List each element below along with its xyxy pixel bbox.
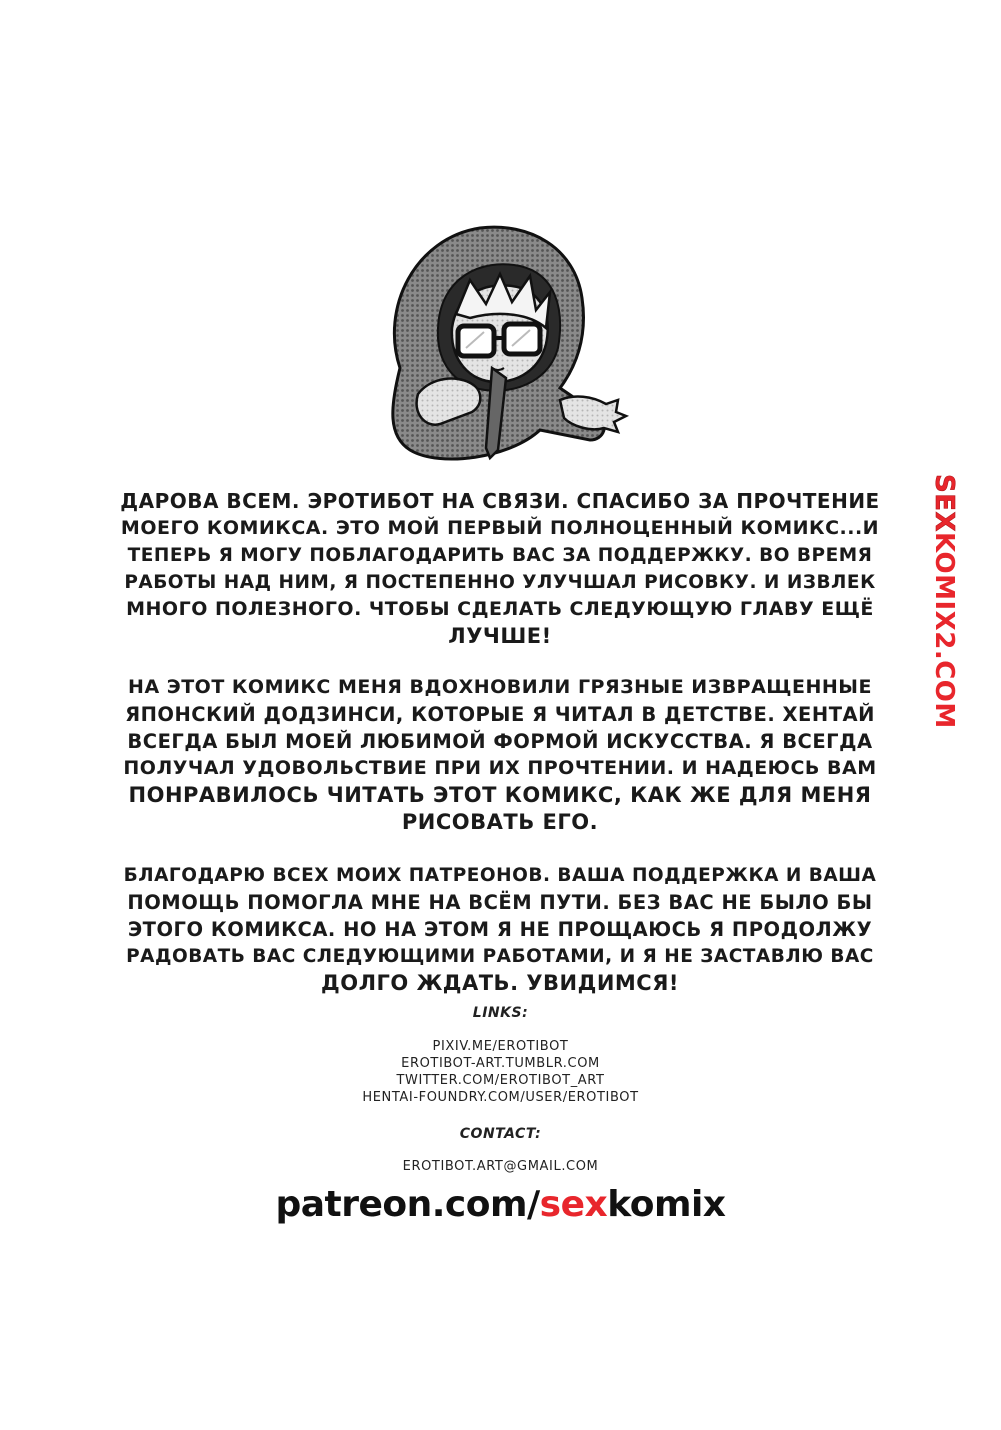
patreon-suffix: komix: [607, 1184, 726, 1225]
text-line: РАБОТЫ НАД НИМ, Я ПОСТЕПЕННО УЛУЧШАЛ РИСОВКУ. И ИЗВЛЕК: [124, 572, 876, 593]
contact-heading: CONTACT:: [459, 1126, 542, 1142]
link-pixiv[interactable]: PIXIV.ME/EROTIBOT: [432, 1039, 569, 1054]
watermark-text: [924, 474, 964, 729]
text-line: ЭТОГО КОМИКСА. НО НА ЭТОМ Я НЕ ПРОЩАЮСЬ Я ПРОДОЛЖУ: [127, 918, 873, 941]
text-line: МНОГО ПОЛЕЗНОГО. ЧТОБЫ СДЕЛАТЬ СЛЕДУЮЩУЮ ГЛАВУ ЕЩЁ: [126, 598, 874, 620]
link-twitter[interactable]: TWITTER.COM/EROTIBOT_ART: [396, 1073, 605, 1088]
site-watermark: [904, 474, 984, 729]
text-line: ПОНРАВИЛОСЬ ЧИТАТЬ ЭТОТ КОМИКС, КАК ЖЕ ДЛЯ МЕНЯ: [128, 783, 872, 807]
paragraph-inspiration: [120, 674, 880, 836]
link-hentai-foundry[interactable]: HENTAI-FOUNDRY.COM/USER/EROTIBOT: [362, 1090, 639, 1105]
watermark-highlight: SEX: [929, 474, 959, 533]
text-line: ДАРОВА ВСЕМ. ЭРОТИБОТ НА СВЯЗИ. СПАСИБО ЗА ПРОЧТЕНИЕ: [120, 489, 880, 513]
text-line: ДОЛГО ЖДАТЬ. УВИДИМСЯ!: [321, 971, 679, 995]
text-line: ВСЕГДА БЫЛ МОЕЙ ЛЮБИМОЙ ФОРМОЙ ИСКУССТВА. Я ВСЕГДА: [127, 730, 873, 753]
paragraph-intro: [120, 488, 880, 650]
text-line: ТЕПЕРЬ Я МОГУ ПОБЛАГОДАРИТЬ ВАС ЗА ПОДДЕРЖКУ. ВО ВРЕМЯ: [127, 545, 873, 566]
contact-email[interactable]: [0, 1158, 1001, 1175]
text-line: РАДОВАТЬ ВАС СЛЕДУЮЩИМИ РАБОТАМИ, И Я НЕ ЗАСТАВЛЮ ВАС: [126, 946, 874, 967]
text-line: ЛУЧШЕ!: [448, 624, 552, 648]
text-line: ЯПОНСКИЙ ДОДЗИНСИ, КОТОРЫЕ Я ЧИТАЛ В ДЕТСТВЕ. ХЕНТАЙ: [125, 703, 875, 726]
paragraph-thanks: [120, 862, 880, 997]
text-line: ПОЛУЧАЛ УДОВОЛЬСТВИЕ ПРИ ИХ ПРОЧТЕНИИ. И НАДЕЮСЬ ВАМ: [123, 757, 877, 779]
text-line: НА ЭТОТ КОМИКС МЕНЯ ВДОХНОВИЛИ ГРЯЗНЫЕ ИЗВРАЩЕННЫЕ: [128, 676, 872, 698]
patreon-highlight: sex: [539, 1184, 608, 1225]
link-tumblr[interactable]: EROTIBOT-ART.TUMBLR.COM: [401, 1056, 600, 1071]
email-text[interactable]: EROTIBOT.ART@GMAIL.COM: [402, 1159, 599, 1174]
text-line: РИСОВАТЬ ЕГО.: [401, 810, 599, 834]
watermark-rest: KOMIX2.COM: [929, 532, 959, 729]
links-list: [0, 1038, 1001, 1106]
links-heading: LINKS:: [472, 1005, 529, 1021]
text-line: ПОМОЩЬ ПОМОГЛА МНЕ НА ВСЁМ ПУТИ. БЕЗ ВАС НЕ БЫЛО БЫ: [127, 891, 873, 914]
text-line: МОЕГО КОМИКСА. ЭТО МОЙ ПЕРВЫЙ ПОЛНОЦЕННЫЙ КОМИКС...И: [120, 517, 880, 539]
text-line: БЛАГОДАРЮ ВСЕХ МОИХ ПАТРЕОНОВ. ВАША ПОДДЕРЖКА И ВАША: [123, 865, 877, 886]
patreon-prefix: patreon.com/: [275, 1184, 540, 1225]
patreon-link[interactable]: [0, 1184, 1001, 1225]
hooded-mascot-illustration: [360, 218, 630, 470]
